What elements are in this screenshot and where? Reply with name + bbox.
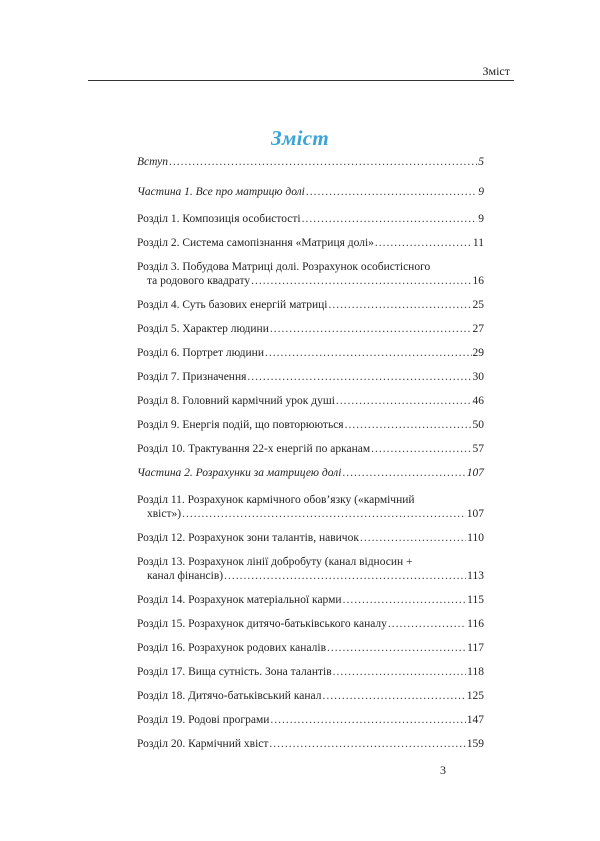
toc-entry-title-cont: канал фінансів) xyxy=(147,570,224,582)
toc-entry-title: Вступ xyxy=(137,156,169,168)
toc-entry-title: Частина 2. Розрахунки за матрицею долі xyxy=(137,467,342,479)
toc-entry-page: 107 xyxy=(466,508,484,520)
toc-entry-page: 147 xyxy=(466,714,484,726)
toc-entry-page: 46 xyxy=(472,395,484,407)
toc-title: Зміст xyxy=(270,126,330,150)
toc-entry-chapter-13[interactable] xyxy=(137,555,484,583)
leader-dots xyxy=(270,713,465,727)
toc-entry-intro[interactable] xyxy=(137,155,484,169)
toc-entry-page: 159 xyxy=(466,738,484,750)
leader-dots xyxy=(343,593,467,607)
toc-entry-title-cont: та родового квадрату xyxy=(147,275,251,287)
toc-entry-title: Розділ 1. Композиція особистості xyxy=(137,213,301,225)
leader-dots xyxy=(327,641,466,655)
leader-dots xyxy=(247,370,471,384)
toc-entry-title: Розділ 16. Розрахунок родових каналів xyxy=(137,642,327,654)
leader-dots xyxy=(182,507,466,521)
toc-entry-title: Розділ 12. Розрахунок зони талантів, навичок xyxy=(137,532,359,544)
toc-entry-title: Розділ 2. Система самопізнання «Матриця долі» xyxy=(137,237,374,249)
toc-entry-title: Розділ 11. Розрахунок кармічного обов’язку («кармічний xyxy=(137,494,415,506)
toc-entry-chapter-20[interactable] xyxy=(137,737,484,751)
leader-dots xyxy=(360,531,466,545)
toc-entry-page: 11 xyxy=(472,237,484,249)
leader-dots xyxy=(375,236,472,250)
toc-entry-chapter-2[interactable] xyxy=(137,236,484,250)
leader-dots xyxy=(371,442,471,456)
toc-entry-part-1[interactable] xyxy=(137,185,484,199)
leader-dots xyxy=(251,274,471,288)
toc-entry-chapter-8[interactable] xyxy=(137,394,484,408)
leader-dots xyxy=(336,394,472,408)
toc-entry-title: Розділ 14. Розрахунок матеріальної карми xyxy=(137,594,342,606)
leader-dots xyxy=(345,418,472,432)
toc-entry-chapter-3[interactable] xyxy=(137,260,484,288)
leader-dots xyxy=(329,298,472,312)
header-rule xyxy=(88,80,514,81)
toc-entry-page: 30 xyxy=(472,371,484,383)
toc-entry-chapter-10[interactable] xyxy=(137,442,484,456)
toc-entry-title: Розділ 20. Кармічний хвіст xyxy=(137,738,269,750)
toc-entry-title: Розділ 3. Побудова Матриці долі. Розрахунок особистісного xyxy=(137,261,431,273)
toc-entry-title: Розділ 19. Родові програми xyxy=(137,714,270,726)
toc-entry-chapter-16[interactable] xyxy=(137,641,484,655)
toc-entry-title: Розділ 13. Розрахунок лінії добробуту (канал відносин + xyxy=(137,556,413,568)
leader-dots xyxy=(302,212,478,226)
toc-entry-title-cont: хвіст») xyxy=(147,508,182,520)
toc-entry-page: 117 xyxy=(467,642,484,654)
toc-entry-page: 118 xyxy=(467,666,484,678)
toc-entry-page: 125 xyxy=(466,690,484,702)
toc-entry-page: 16 xyxy=(472,275,484,287)
toc-entry-page: 5 xyxy=(478,156,484,168)
leader-dots xyxy=(388,617,466,631)
toc-entry-chapter-17[interactable] xyxy=(137,665,484,679)
toc-entry-page: 27 xyxy=(472,323,484,335)
toc-entry-page: 50 xyxy=(472,419,484,431)
toc-entry-chapter-18[interactable] xyxy=(137,689,484,703)
leader-dots xyxy=(342,466,465,480)
toc-entry-page: 9 xyxy=(478,186,484,198)
toc-entry-chapter-19[interactable] xyxy=(137,713,484,727)
leader-dots xyxy=(224,569,466,583)
toc-entry-part-2[interactable] xyxy=(137,466,484,480)
toc-entry-chapter-14[interactable] xyxy=(137,593,484,607)
toc-entry-page: 107 xyxy=(466,467,484,479)
toc-entry-page: 29 xyxy=(472,347,484,359)
toc-entry-chapter-7[interactable] xyxy=(137,370,484,384)
toc-entry-page: 113 xyxy=(467,570,484,582)
toc-entry-chapter-12[interactable] xyxy=(137,531,484,545)
toc-entry-page: 115 xyxy=(467,594,484,606)
toc-entry-chapter-1[interactable] xyxy=(137,212,484,226)
toc-entry-chapter-9[interactable] xyxy=(137,418,484,432)
toc-entry-title: Розділ 7. Призначення xyxy=(137,371,247,383)
page-number: 3 xyxy=(440,763,446,777)
running-head: Зміст xyxy=(482,64,510,78)
leader-dots xyxy=(333,665,467,679)
toc-entry-title: Розділ 18. Дитячо-батьківський канал xyxy=(137,690,322,702)
toc-entry-title: Розділ 9. Енергія подій, що повторюються xyxy=(137,419,344,431)
leader-dots xyxy=(169,155,477,169)
toc-entry-chapter-11[interactable] xyxy=(137,493,484,521)
toc-entry-title: Розділ 8. Головний кармічний урок душі xyxy=(137,395,335,407)
toc-entry-page: 57 xyxy=(472,443,484,455)
toc-entry-chapter-4[interactable] xyxy=(137,298,484,312)
toc-entry-title: Розділ 4. Суть базових енергій матриці xyxy=(137,299,328,311)
toc-entry-chapter-15[interactable] xyxy=(137,617,484,631)
toc-entry-page: 116 xyxy=(467,618,484,630)
toc-entry-page: 110 xyxy=(467,532,484,544)
toc-entry-page: 25 xyxy=(472,299,484,311)
leader-dots xyxy=(270,322,472,336)
leader-dots xyxy=(269,737,465,751)
leader-dots xyxy=(306,185,477,199)
leader-dots xyxy=(265,346,472,360)
toc-entry-chapter-6[interactable] xyxy=(137,346,484,360)
toc-entry-title: Розділ 15. Розрахунок дитячо-батьківського каналу xyxy=(137,618,387,630)
leader-dots xyxy=(322,689,465,703)
toc-entry-page: 9 xyxy=(478,213,484,225)
toc-entry-title: Розділ 6. Портрет людини xyxy=(137,347,264,359)
table-of-contents xyxy=(137,155,484,751)
toc-entry-title: Розділ 10. Трактування 22-х енергій по арканам xyxy=(137,443,371,455)
toc-entry-title: Розділ 5. Характер людини xyxy=(137,323,269,335)
toc-entry-title: Частина 1. Все про матрицю долі xyxy=(137,186,305,198)
toc-entry-chapter-5[interactable] xyxy=(137,322,484,336)
toc-entry-title: Розділ 17. Вища сутність. Зона талантів xyxy=(137,666,332,678)
